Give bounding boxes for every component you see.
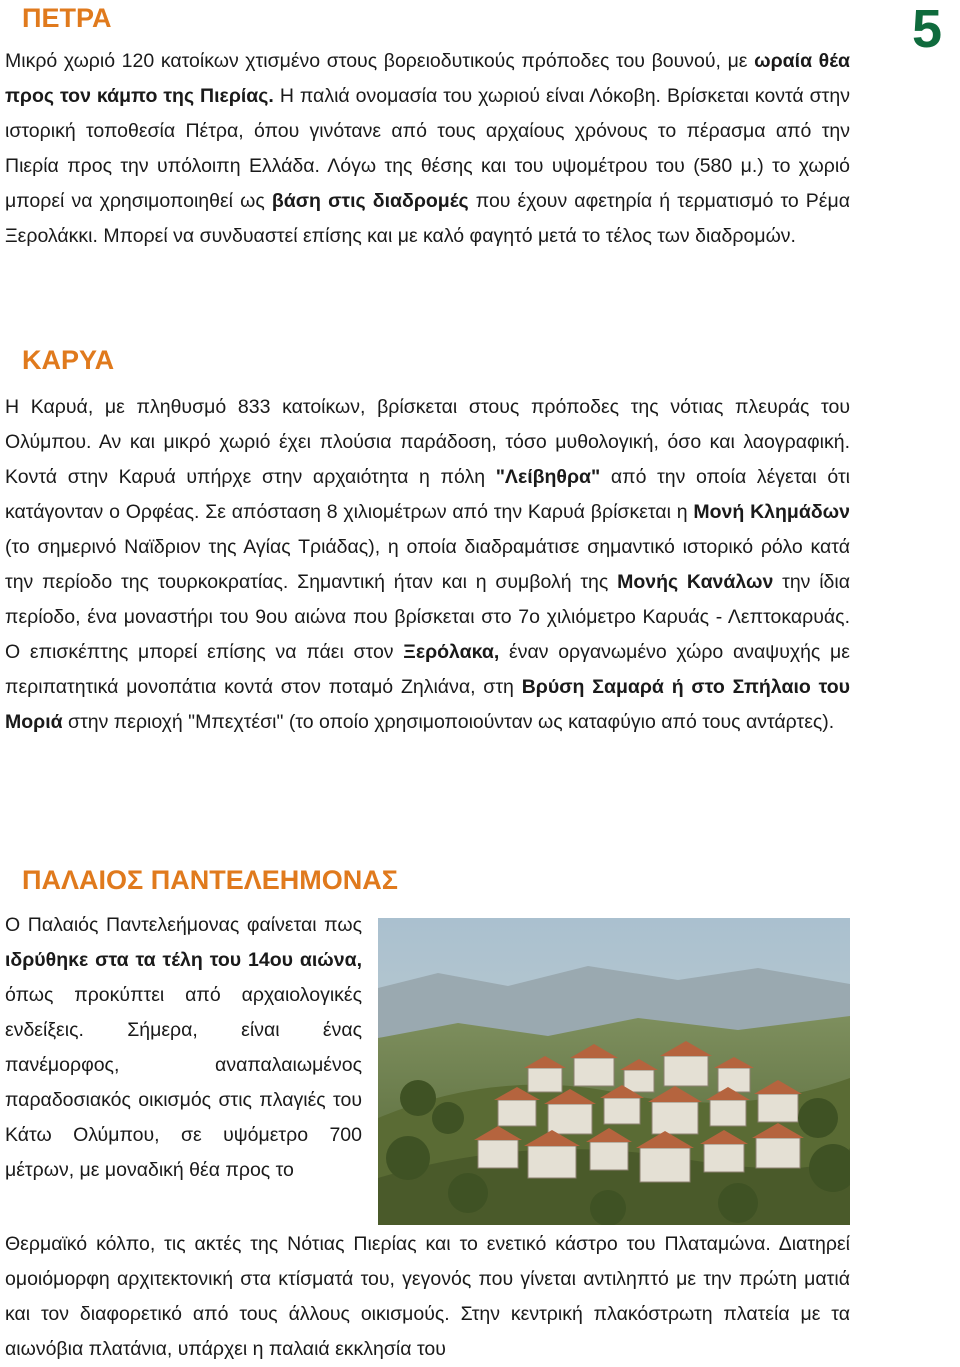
text-run: Η παλιά ονομασία του χωριού είναι Λόκοβη. Βρίσκεται κοντά στην ιστορική τοποθεσία Πέτρα, όπου γινότανε από τους αρχαίους χρόνους το πέρασμα από την Πιερία προς την υπόλοιπη Ελλάδα. Λόγω της θέσης και του υψομέτρου του (580 μ.) το χωριό μπορεί να χρησιμοποιηθεί ως: [5, 85, 850, 212]
text-run: Ο Παλαιός Παντελεήμονας φαίνεται πως: [5, 914, 362, 936]
bold-text-run: ιδρύθηκε στα τα τέλη του 14ου αιώνα,: [5, 949, 362, 971]
bold-text-run: ωραία θέα προς τον κάμπο της Πιερίας.: [5, 50, 850, 107]
text-run: στην περιοχή "Μπεχτέσι" (το οποίο χρησιμοποιούνταν ως καταφύγιο από τους αντάρτες).: [62, 711, 835, 733]
section-paragraph-karya: [5, 390, 850, 740]
section-title-karya: ΚΑΡΥΑ: [22, 345, 115, 375]
text-run: Θερμαϊκό κόλπο, τις ακτές της Νότιας Πιερίας και το ενετικό κάστρο του Πλαταμώνα. Διατηρεί ομοιόμορφη αρχιτεκτονική στα κτίσματά του, γεγονός που γίνεται αντιληπτό με την πρώτη ματιά και τον διαφορετικό από τους άλλους οικισμούς. Στην κεντρική πλακόστρωτη πλατεία με τα αιωνόβια πλατάνια, υπάρχει η παλαιά εκκλησία του: [5, 1233, 850, 1360]
bold-text-run: Ξερόλακα,: [403, 641, 500, 663]
page-number: 5: [912, 0, 943, 59]
section-title-palaios-panteleimonas: ΠΑΛΑΙΟΣ ΠΑΝΤΕΛΕΗΜΟΝΑΣ: [22, 865, 398, 895]
village-photo: [378, 918, 850, 1225]
village-photo-illustration: [378, 918, 850, 1225]
text-run: Η Καρυά, με πληθυσμό 833 κατοίκων, βρίσκεται στους πρόποδες της νότιας πλευράς του Ολύμπου. Αν και μικρό χωριό έχει πλούσια παράδοση, τόσο μυθολογική, όσο και λαογραφική. Κοντά στην Καρυά υπήρχε στην αρχαιότητα η πόλη: [5, 396, 850, 488]
section-paragraph-panteleimonas-below-photo: [5, 1227, 850, 1367]
section-title-petra: ΠΕΤΡΑ: [22, 3, 112, 33]
bold-text-run: Βρύση Σαμαρά ή στο Σπήλαιο του Μοριά: [5, 676, 850, 733]
bold-text-run: Μονής Κανάλων: [617, 571, 774, 593]
text-run: έναν οργανωμένο χώρο αναψυχής με περιπατητικά μονοπάτια κοντά στον ποταμό Ζηλιάνα, στη: [5, 641, 850, 698]
bold-text-run: Μονή Κλημάδων: [693, 501, 850, 523]
section-paragraph-petra: [5, 44, 850, 254]
bold-text-run: βάση στις διαδρομές: [271, 190, 469, 212]
section-paragraph-panteleimonas-beside-photo: [5, 908, 362, 1188]
text-run: που έχουν αφετηρία ή τερματισμό το Ρέμα Ξερολάκκι. Μπορεί να συνδυαστεί επίσης και με καλό φαγητό μετά το τέλος των διαδρομών.: [5, 190, 851, 247]
text-run: από την οποία λέγεται ότι κατάγονταν ο Ορφέας. Σε απόσταση 8 χιλιομέτρων από την Καρυά βρίσκεται η: [5, 466, 850, 523]
text-run: την ίδια περίοδο, ένα μοναστήρι του 9ου αιώνα που βρίσκεται στο 7ο χιλιόμετρο Καρυάς - Λεπτοκαρυάς. Ο επισκέπτης μπορεί επίσης να πάει στον: [5, 571, 850, 663]
text-run: (το σημερινό Ναϊδριον της Αγίας Τριάδας), η οποία διαδραμάτισε σημαντικό ιστορικό ρόλο κατά την περίοδο της τουρκοκρατίας. Σημαντική ήταν και η συμβολή της: [5, 536, 850, 593]
text-run: Μικρό χωριό 120 κατοίκων χτισμένο στους βορειοδυτικούς πρόποδες του βουνού, με: [5, 50, 755, 72]
text-run: όπως προκύπτει από αρχαιολογικές ενδείξεις. Σήμερα, είναι ένας πανέμορφος, αναπαλαιωμένος παραδοσιακός οικισμός στις πλαγιές του Κάτω Ολύμπου, σε υψόμετρο 700 μέτρων, με μοναδική θέα προς το: [5, 984, 362, 1181]
bold-text-run: "Λείβηθρα": [495, 466, 601, 488]
